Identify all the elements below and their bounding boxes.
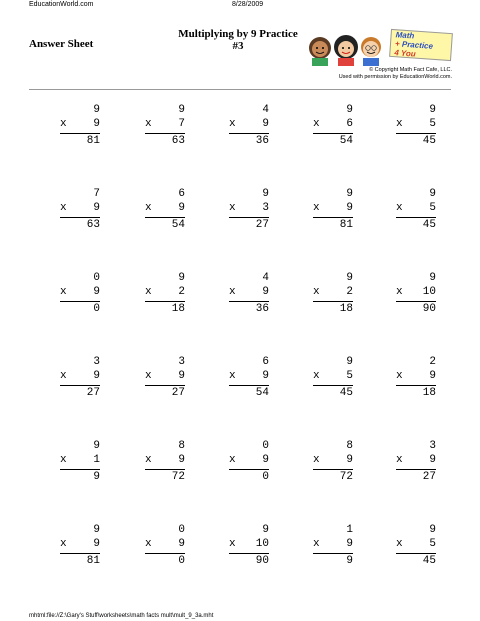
multiplier: 10 — [255, 538, 269, 550]
problem — [229, 439, 269, 483]
problem — [396, 439, 436, 483]
answer: 0 — [262, 471, 269, 483]
multiplier: 10 — [422, 286, 436, 298]
problem — [229, 523, 269, 567]
times-operator: x — [229, 538, 236, 550]
times-operator: x — [313, 538, 320, 550]
multiplier: 9 — [262, 370, 269, 382]
logo-line-2: + Practice — [394, 39, 434, 51]
problem — [313, 523, 353, 567]
logo-line-3: 4 You — [394, 48, 417, 59]
problem — [145, 103, 185, 147]
worksheet-title — [170, 28, 306, 52]
problem — [229, 271, 269, 315]
multiplicand: 9 — [262, 524, 269, 536]
answer: 18 — [422, 387, 436, 399]
multiplier: 9 — [93, 538, 100, 550]
multiplier: 9 — [262, 286, 269, 298]
answer: 63 — [171, 135, 185, 147]
answer: 0 — [93, 303, 100, 315]
multiplicand: 9 — [93, 104, 100, 116]
problem — [313, 187, 353, 231]
problem — [313, 103, 353, 147]
times-operator: x — [313, 202, 320, 214]
answer: 9 — [346, 555, 353, 567]
problem — [313, 439, 353, 483]
problem — [60, 271, 100, 315]
multiplier: 9 — [93, 118, 100, 130]
title-line-2: #3 — [232, 40, 244, 52]
logo-line-1: Math — [395, 30, 415, 41]
answer: 18 — [171, 303, 185, 315]
problem — [396, 355, 436, 399]
answer: 27 — [422, 471, 436, 483]
answer: 45 — [422, 135, 436, 147]
times-operator: x — [396, 202, 403, 214]
times-operator: x — [60, 454, 67, 466]
times-operator: x — [60, 286, 67, 298]
multiplier: 9 — [262, 454, 269, 466]
times-operator: x — [313, 370, 320, 382]
problem — [229, 103, 269, 147]
multiplicand: 9 — [429, 524, 436, 536]
multiplicand: 9 — [178, 104, 185, 116]
multiplicand: 8 — [178, 440, 185, 452]
header-divider — [29, 89, 451, 90]
math-practice-logo — [389, 29, 453, 61]
answer: 81 — [86, 555, 100, 567]
answer: 36 — [255, 303, 269, 315]
times-operator: x — [229, 202, 236, 214]
multiplicand: 9 — [93, 524, 100, 536]
multiplicand: 9 — [346, 188, 353, 200]
times-operator: x — [145, 454, 152, 466]
problem — [145, 355, 185, 399]
multiplier: 7 — [178, 118, 185, 130]
multiplicand: 9 — [429, 272, 436, 284]
multiplier: 9 — [93, 286, 100, 298]
multiplicand: 9 — [262, 188, 269, 200]
times-operator: x — [60, 370, 67, 382]
print-date: 8/28/2009 — [232, 1, 264, 8]
multiplicand: 3 — [429, 440, 436, 452]
multiplicand: 4 — [262, 272, 269, 284]
multiplicand: 9 — [429, 104, 436, 116]
logo-line-2-text: Practice — [401, 39, 434, 51]
problem — [229, 187, 269, 231]
multiplicand: 1 — [346, 524, 353, 536]
footer-file-path: mhtml:file://Z:\Gary's Stuff\worksheets\math facts mult\mult_9_3a.mht — [29, 613, 214, 619]
multiplier: 9 — [346, 454, 353, 466]
multiplier: 5 — [346, 370, 353, 382]
multiplicand: 9 — [346, 104, 353, 116]
problem — [396, 187, 436, 231]
times-operator: x — [313, 286, 320, 298]
answer: 63 — [86, 219, 100, 231]
answer: 9 — [93, 471, 100, 483]
times-operator: x — [145, 118, 152, 130]
multiplier: 9 — [346, 202, 353, 214]
copyright-line-1: © Copyright Math Fact Cafe, LLC. — [369, 67, 452, 73]
times-operator: x — [229, 370, 236, 382]
times-operator: x — [313, 118, 320, 130]
answer: 45 — [422, 219, 436, 231]
multiplicand: 0 — [93, 272, 100, 284]
times-operator: x — [229, 286, 236, 298]
multiplicand: 9 — [346, 272, 353, 284]
multiplicand: 9 — [429, 188, 436, 200]
times-operator: x — [145, 370, 152, 382]
times-operator: x — [145, 286, 152, 298]
multiplier: 9 — [346, 538, 353, 550]
answer: 81 — [339, 219, 353, 231]
answer: 36 — [255, 135, 269, 147]
problem — [60, 103, 100, 147]
answer: 81 — [86, 135, 100, 147]
times-operator: x — [396, 370, 403, 382]
answer: 45 — [422, 555, 436, 567]
answer: 27 — [255, 219, 269, 231]
times-operator: x — [396, 118, 403, 130]
times-operator: x — [313, 454, 320, 466]
answer: 27 — [171, 387, 185, 399]
multiplier: 9 — [178, 202, 185, 214]
answer: 72 — [339, 471, 353, 483]
multiplier: 5 — [429, 202, 436, 214]
multiplicand: 6 — [262, 356, 269, 368]
answer: 72 — [171, 471, 185, 483]
multiplier: 5 — [429, 118, 436, 130]
multiplicand: 3 — [178, 356, 185, 368]
problem — [396, 103, 436, 147]
multiplicand: 2 — [429, 356, 436, 368]
multiplier: 9 — [429, 370, 436, 382]
multiplier: 9 — [93, 370, 100, 382]
multiplier: 1 — [93, 454, 100, 466]
multiplier: 9 — [262, 118, 269, 130]
kids-illustration-icon — [306, 30, 386, 66]
multiplier: 9 — [178, 538, 185, 550]
answer: 45 — [339, 387, 353, 399]
multiplier: 2 — [178, 286, 185, 298]
problem — [145, 271, 185, 315]
problem — [145, 187, 185, 231]
problem — [145, 439, 185, 483]
problem — [396, 271, 436, 315]
multiplicand: 9 — [93, 440, 100, 452]
problem — [313, 355, 353, 399]
problem — [229, 355, 269, 399]
times-operator: x — [60, 202, 67, 214]
times-operator: x — [229, 454, 236, 466]
answer-sheet-label: Answer Sheet — [29, 38, 94, 50]
times-operator: x — [145, 538, 152, 550]
multiplier: 6 — [346, 118, 353, 130]
multiplicand: 8 — [346, 440, 353, 452]
problem — [60, 187, 100, 231]
times-operator: x — [60, 538, 67, 550]
problem — [60, 355, 100, 399]
times-operator: x — [229, 118, 236, 130]
multiplier: 9 — [93, 202, 100, 214]
answer: 54 — [255, 387, 269, 399]
multiplier: 9 — [429, 454, 436, 466]
multiplier: 3 — [262, 202, 269, 214]
times-operator: x — [396, 286, 403, 298]
answer: 18 — [339, 303, 353, 315]
problem — [145, 523, 185, 567]
answer: 90 — [422, 303, 436, 315]
multiplier: 2 — [346, 286, 353, 298]
problem — [60, 523, 100, 567]
copyright-notice — [339, 67, 452, 81]
site-name: EducationWorld.com — [29, 1, 94, 8]
multiplicand: 7 — [93, 188, 100, 200]
multiplicand: 6 — [178, 188, 185, 200]
multiplier: 9 — [178, 454, 185, 466]
multiplicand: 4 — [262, 104, 269, 116]
problem — [60, 439, 100, 483]
multiplicand: 0 — [178, 524, 185, 536]
multiplicand: 3 — [93, 356, 100, 368]
copyright-line-2: Used with permission by EducationWorld.com. — [338, 74, 452, 80]
multiplicand: 9 — [178, 272, 185, 284]
times-operator: x — [60, 118, 67, 130]
answer: 54 — [171, 219, 185, 231]
times-operator: x — [145, 202, 152, 214]
answer: 0 — [178, 555, 185, 567]
answer: 54 — [339, 135, 353, 147]
multiplicand: 9 — [346, 356, 353, 368]
multiplicand: 0 — [262, 440, 269, 452]
answer: 27 — [86, 387, 100, 399]
times-operator: x — [396, 454, 403, 466]
answer: 90 — [255, 555, 269, 567]
problem — [396, 523, 436, 567]
multiplier: 5 — [429, 538, 436, 550]
problem — [313, 271, 353, 315]
title-line-1: Multiplying by 9 Practice — [178, 28, 298, 40]
multiplier: 9 — [178, 370, 185, 382]
times-operator: x — [396, 538, 403, 550]
